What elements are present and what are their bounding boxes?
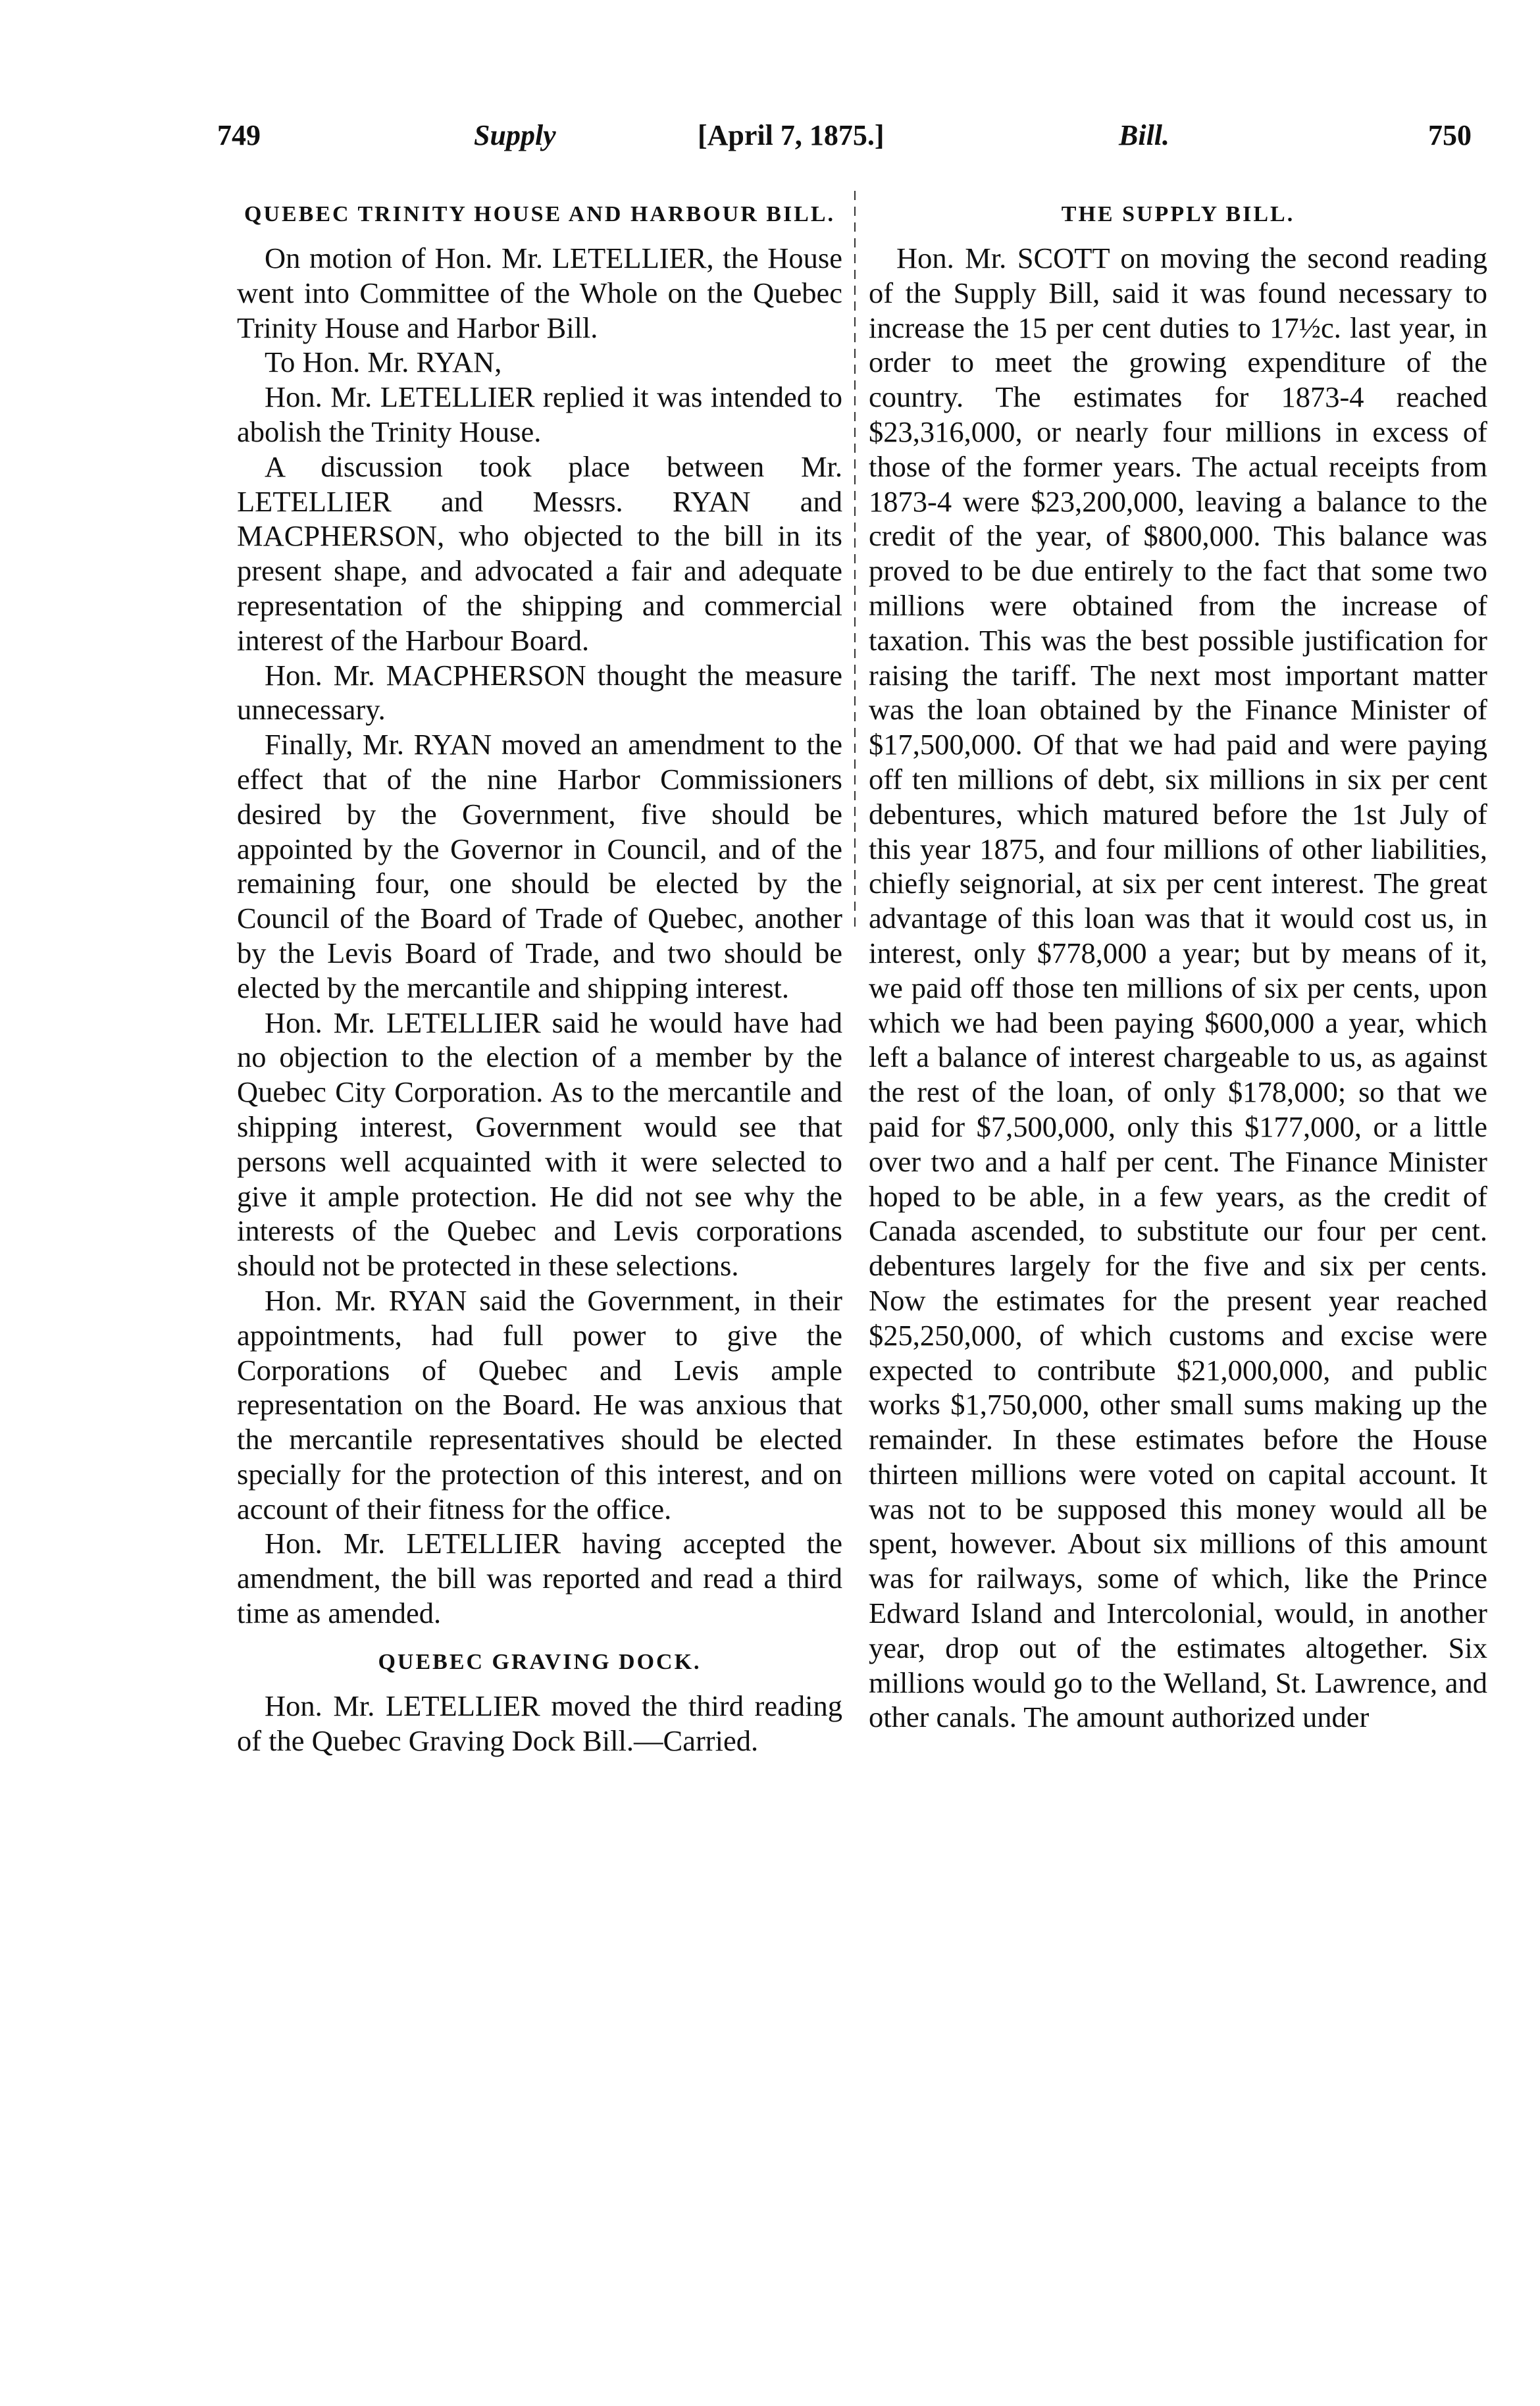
paragraph: On motion of Hon. Mr. LETELLIER, the House went into Committee of the Whole on the Quebec Trinity House and Harbor Bill. xyxy=(237,242,842,344)
section-heading-trinity-house: QUEBEC TRINITY HOUSE AND HARBOUR BILL. xyxy=(244,202,836,226)
right-running-title: Bill. xyxy=(1119,119,1170,151)
paragraph: Hon. Mr. LETELLIER moved the third reading of the Quebec Graving Dock Bill.—Carried. xyxy=(237,1689,842,1757)
section-heading-supply-bill: THE SUPPLY BILL. xyxy=(1061,202,1295,226)
paragraph: Hon. Mr. SCOTT on moving the second reading of the Supply Bill, said it was found necessary to increase the 15 per cent duties to 17½c. last year, in order to meet the growing expenditure of the country. The estimates for 1873-4 reached $23,316,000, or nearly four millions in excess of those of the former years. The actual receipts from 1873-4 were $23,200,000, leaving a balance to the credit of the year, of $800,000. This balance was proved to be due entirely to the fact that some two millions were obtained from the increase of taxation. This was the best possible justification for raising the tariff. The next most important matter was the loan obtained by the Finance Minister of $17,500,000. Of that we had paid and were paying off ten millions of debt, six millions in six per cent debentures, which matured before the 1st July of this year 1875, and four millions of other liabilities, chiefly seignorial, at six per cent interest. The great advantage of this loan was that it would cost us, in interest, only $778,000 a year; but by means of it, we paid off those ten millions of six per cents, upon which we had been paying $600,000 a year, which left a balance of interest chargeable to us, as against the rest of the loan, of only $178,000; so that we paid for $7,500,000, only this $177,000, or a little over two and a half per cent. The Finance Minister hoped to be able, in a few years, as the credit of Canada ascended, to substitute our four per cent. debentures largely for the five and six per cents. Now the estimates for the present year reached $25,250,000, of which customs and excise were expected to contribute $21,000,000, and public works $1,750,000, other small sums making up the remainder. In these estimates before the House thirteen millions were voted on capital account. It was not to be supposed this money would all be spent, however. About six millions of this amount was for railways, some of which, like the Prince Edward Island and Intercolonial, would, in another year, drop out of the estimates altogether. Six millions would go to the Welland, St. Lawrence, and other canals. The amount authorized under xyxy=(869,242,1487,1734)
column-divider xyxy=(854,191,856,928)
paragraph: Hon. Mr. LETELLIER replied it was intended to abolish the Trinity House. xyxy=(237,380,842,448)
date-header: [April 7, 1875.] xyxy=(698,119,885,151)
page-header xyxy=(0,118,1540,165)
paragraph: To Hon. Mr. RYAN, xyxy=(265,346,502,379)
right-page-number: 750 xyxy=(1428,119,1472,151)
spacer xyxy=(237,1631,842,1645)
paragraph: Finally, Mr. RYAN moved an amendment to the effect that of the nine Harbor Commissioners desired by the Government, five should be appointed by the Governor in Council, and of the remaining four, one should be elected by the Council of the Board of Trade of Quebec, another by the Levis Board of Trade, and two should be elected by the mercantile and shipping interest. xyxy=(237,728,842,1004)
paragraph: Hon. Mr. MACPHERSON thought the measure unnecessary. xyxy=(237,658,842,727)
right-column xyxy=(869,197,1487,1735)
section-heading-graving-dock: QUEBEC GRAVING DOCK. xyxy=(378,1649,702,1674)
paragraph: Hon. Mr. RYAN said the Government, in their appointments, had full power to give the Corporations of Quebec and Levis ample representation on the Board. He was anxious that the mercantile representatives should be elected specially for the protection of this interest, and on account of their fitness for the office. xyxy=(237,1283,842,1525)
left-running-title: Supply xyxy=(474,119,556,151)
paragraph: Hon. Mr. LETELLIER said he would have had no objection to the election of a member by the Quebec City Corporation. As to the mercantile and shipping interest, Government would see that persons well acquainted with it were selected to give it ample protection. He did not see why the interests of the Quebec and Levis corporations should not be protected in these selections. xyxy=(237,1006,842,1283)
left-page-number: 749 xyxy=(217,119,261,151)
paragraph: A discussion took place between Mr. LETELLIER and Messrs. RYAN and MACPHERSON, who objected to the bill in its present shape, and advocated a fair and adequate representation of the shipping and commercial interest of the Harbour Board. xyxy=(237,449,842,657)
paragraph: Hon. Mr. LETELLIER having accepted the amendment, the bill was reported and read a third time as amended. xyxy=(237,1527,842,1630)
left-column xyxy=(237,197,842,1758)
